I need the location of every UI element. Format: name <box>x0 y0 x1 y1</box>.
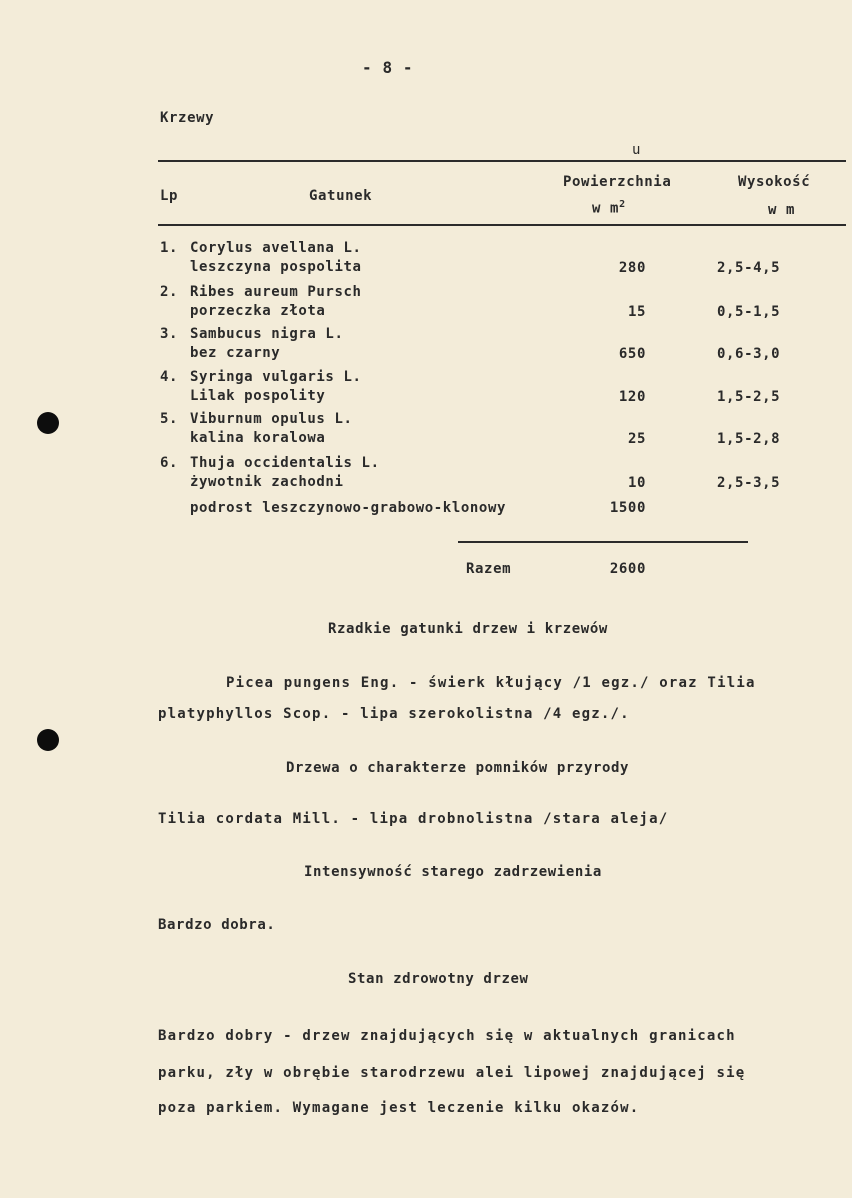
header-area: Powierzchnia <box>563 174 672 190</box>
total-rule <box>458 541 748 543</box>
health-line-3: poza parkiem. Wymagane jest leczenie kilku okazów. <box>158 1100 640 1116</box>
binder-hole <box>37 729 59 751</box>
header-lp: Lp <box>160 188 179 204</box>
health-line-2: parku, zły w obrębie starodrzewu alei lipowej znajdującej się <box>158 1065 746 1081</box>
header-area-unit: w $m^2$ <box>592 199 626 217</box>
binder-hole <box>37 412 59 434</box>
header-mark: u <box>632 142 642 158</box>
rare-title: Rzadkie gatunki drzew i krzewów <box>328 621 608 637</box>
health-title: Stan zdrowotny drzew <box>348 971 529 987</box>
header-species: Gatunek <box>309 188 373 204</box>
header-height-unit: w m <box>768 202 796 218</box>
monuments-title: Drzewa o charakterze pomników przyrody <box>286 760 630 776</box>
health-line-1: Bardzo dobry - drzew znajdujących się w aktualnych granicach <box>158 1028 736 1044</box>
total-value: 2600 <box>609 561 646 577</box>
page-number: - 8 - <box>362 58 414 77</box>
table-top-rule <box>158 160 846 162</box>
section-title: Krzewy <box>160 110 215 126</box>
header-height: Wysokość <box>738 174 811 190</box>
monuments-text: Tilia cordata Mill. - lipa drobnolistna /stara aleja/ <box>158 811 669 827</box>
total-label: Razem <box>466 561 512 577</box>
rare-line-1: Picea pungens Eng. - świerk kłujący /1 egz./ oraz Tilia <box>226 675 756 691</box>
intensity-title: Intensywność starego zadrzewienia <box>304 864 602 880</box>
table-header-rule <box>158 224 846 226</box>
intensity-text: Bardzo dobra. <box>158 917 276 933</box>
document-page: - 8 - Krzewy u Lp Gatunek Powierzchnia w $m^2$ Wysokość w m 1. Corylus avellana L. leszczyna pospolita 280 2,5-4,5 2. Ribes aureum Pursch porzeczka złota 15 0,5-1,5 3. Sambucus nigra L. bez czarny 650 0,6-3,0 4. Syringa vulgaris L. Lilak pospolity 120 1,5-2,5 5. Viburnum opulus L. kalina koralowa 25 1,5-2,8 6. Thuja occidentalis L. żywotnik zachodni 10 2,5-3,5 podrost leszczynowo-grabowo-klonowy 1500 Razem 2600 Rzadkie gatunki drzew i krzewów Picea pungens Eng. - świerk kłujący /1 egz./ oraz Tilia platyphyllos Scop. - lipa szerokolistna /4 egz./. Drzewa o charakterze pomników przyrody Tilia cordata Mill. - lipa drobnolistna /stara aleja/ Intensywność starego zadrzewienia Bardzo dobra. Stan zdrowotny drzew Bardzo dobry - drzew znajdujących się w aktualnych granicach parku, zły w obrębie starodrzewu alei lipowej znajdującej się poza parkiem. Wymagane jest leczenie kilku okazów. <box>0 0 852 1198</box>
rare-line-2: platyphyllos Scop. - lipa szerokolistna /4 egz./. <box>158 706 630 722</box>
